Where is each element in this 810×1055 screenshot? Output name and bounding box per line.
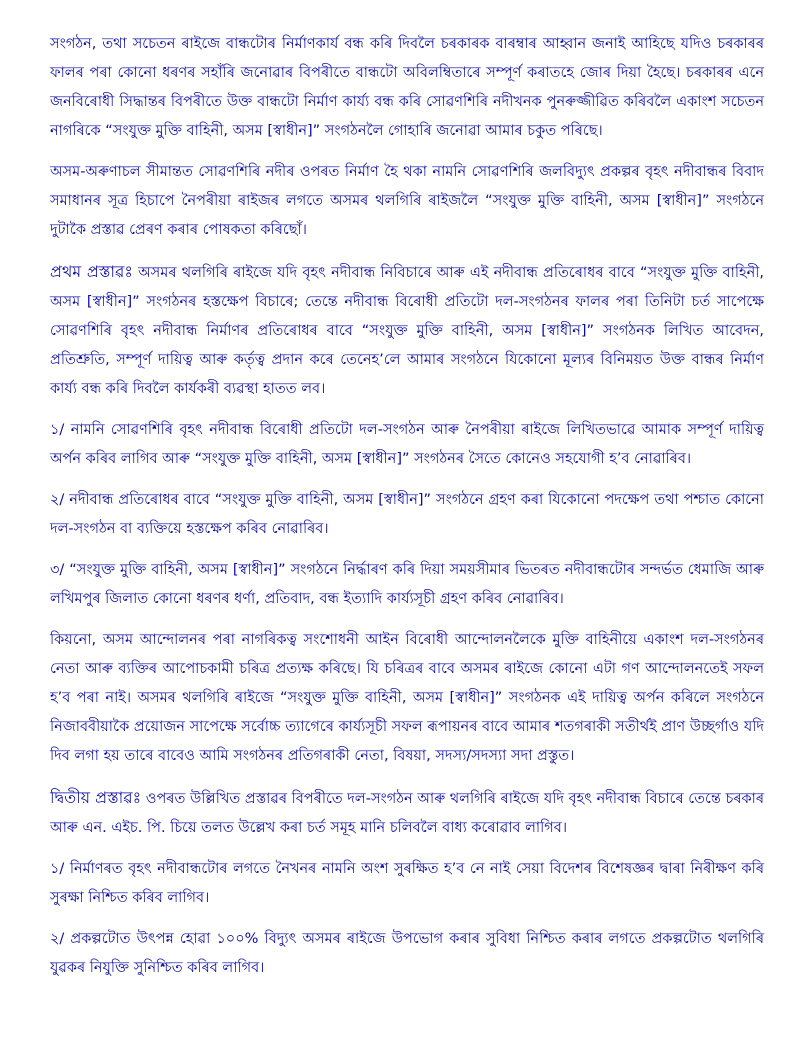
proposal-2-condition-1: ১/ নিৰ্মাণৰত বৃহৎ নদীবান্ধটোৰ লগতে নৈখনৰ নামনি অংশ সুৰক্ষিত হ’ব নে নাই সেয়া বিদেশৰ বিশেষজ্ঞৰ দ্বাৰা নিৰীক্ষণ কৰি সুৰক্ষা নিশ্চিত কৰিব লাগিব। [50, 861, 764, 906]
proposal-1-heading: প্ৰথম প্ৰস্তাৱঃ [50, 262, 133, 281]
proposal-2-heading: দ্বিতীয় প্ৰস্তাৱঃ [50, 788, 142, 807]
proposal-1-condition-3: ৩/ “সংযুক্ত মুক্তি বাহিনী, অসম [স্বাধীন]” সংগঠনে নিৰ্দ্ধাৰণ কৰি দিয়া সময়সীমাৰ ভিতৰত নদীবান্ধটোৰ সন্দৰ্ভত ধেমাজি আৰু লখিমপুৰ জিলাত কোনো ধৰণৰ ধৰ্ণা, প্ৰতিবাদ, বন্ধ ইত্যাদি কাৰ্য্যসূচী গ্ৰহণ কৰিব নোৱাৰিব। [50, 562, 764, 607]
proposal-2-paragraph [50, 783, 764, 843]
proposal-1-condition-1: ১/ নামনি সোৱণশিৰি বৃহৎ নদীবান্ধ বিৰোধী প্ৰতিটো দল-সংগঠন আৰু নৈপৰীয়া ৰাইজে লিখিতভাৱে আমাক সম্পূৰ্ণ দায়িত্ব অৰ্পন কৰিব লাগিব আৰু “সংযুক্ত মুক্তি বাহিনী, অসম [স্বাধীন]” সংগঠনৰ সৈতে কোনেও সহযোগী হ’ব নোৱাৰিব। [50, 422, 764, 467]
intro-paragraph-2: অসম-অৰুণাচল সীমান্তত সোৱণশিৰি নদীৰ ওপৰত নিৰ্মাণ হৈ থকা নামনি সোৱণশিৰি জলবিদ্যুৎ প্ৰকল্পৰ বৃহৎ নদীবান্ধৰ বিবাদ সমাধানৰ সূত্ৰ হিচাপে নৈপৰীয়া ৰাইজৰ লগতে অসমৰ থলগিৰি ৰাইজলৈ “সংযুক্ত মুক্তি বাহিনী, অসম [স্বাধীন]” সংগঠনে দুটাকৈ প্ৰস্তাৱ প্ৰেৰণ কৰাৰ পোষকতা কৰিছোঁ। [50, 164, 765, 238]
proposal-2-condition-2: ২/ প্ৰকল্পটোত উৎপন্ন হোৱা ১০০% বিদ্যুৎ অসমৰ ৰাইজে উপভোগ কৰাৰ সুবিধা নিশ্চিত কৰাৰ লগতে প্ৰকল্পটোত থলগিৰি যুৱকৰ নিযুক্তি সুনিশ্চিত কৰিব লাগিব। [50, 931, 764, 976]
proposal-1-paragraph [50, 257, 764, 404]
proposal-2-text: ওপৰত উল্লিখিত প্ৰস্তাৱৰ বিপৰীতে দল-সংগঠন আৰু থলগিৰি ৰাইজে যদি বৃহৎ নদীবান্ধ বিচাৰে তেন্তে চৰকাৰ আৰু এন. এইচ. পি. চিয়ে তলত উল্লেখ কৰা চৰ্ত সমূহ মানি চলিবলৈ বাধ্য কৰোৱাব লাগিব। [50, 791, 764, 836]
proposal-1-condition-2: ২/ নদীবান্ধ প্ৰতিৰোধৰ বাবে “সংযুক্ত মুক্তি বাহিনী, অসম [স্বাধীন]” সংগঠনে গ্ৰহণ কৰা যিকোনো পদক্ষেপ তথা পশ্চাত কোনো দল-সংগঠন বা ব্যক্তিয়ে হস্তক্ষেপ কৰিব নোৱাৰিব। [50, 492, 764, 537]
middle-paragraph: কিয়নো, অসম আন্দোলনৰ পৰা নাগৰিকত্ব সংশোধনী আইন বিৰোধী আন্দোলনলৈকে মুক্তি বাহিনীয়ে একাংশ দল-সংগঠনৰ নেতা আৰু ব্যক্তিৰ আপোচকামী চৰিত্ৰ প্ৰত্যক্ষ কৰিছে। যি চৰিত্ৰৰ বাবে অসমৰ ৰাইজে কোনো এটা গণ আন্দোলনতেই সফল হ’ব পৰা নাই। অসমৰ থলগিৰি ৰাইজে “সংযুক্ত মুক্তি বাহিনী, অসম [স্বাধীন]” সংগঠনক এই দায়িত্ব অৰ্পন কৰিলে সংগঠনে নিজাববীয়াকৈ প্ৰয়োজন সাপেক্ষে সৰ্বোচ্চ ত্যাগেৰে কাৰ্য্যসূচী সফল ৰূপায়নৰ বাবে আমাৰ শতগৰাকী সতীৰ্থই প্ৰাণ উচ্ছৰ্গাও যদি দিব লগা হয় তাৰে বাবেও আমি সংগঠনৰ প্ৰতিগৰাকী নেতা, বিষয়া, সদস্য/সদস্যা সদা প্ৰস্তুত। [50, 632, 764, 764]
proposal-1-text: অসমৰ থলগিৰি ৰাইজে যদি বৃহৎ নদীবান্ধ নিবিচাৰে আৰু এই নদীবান্ধ প্ৰতিৰোধৰ বাবে “সংযুক্ত মুক্তি বাহিনী, অসম [স্বাধীন]” সংগঠনৰ হস্তক্ষেপ বিচাৰে; তেন্তে নদীবান্ধ বিৰোধী প্ৰতিটো দল-সংগঠনৰ ফালৰ পৰা তিনিটা চৰ্ত সাপেক্ষে সোৱণশিৰি বৃহৎ নদীবান্ধ নিৰ্মাণৰ প্ৰতিৰোধৰ বাবে “সংযুক্ত মুক্তি বাহিনী, অসম [স্বাধীন]” সংগঠনক লিখিত আবেদন, প্ৰতিশ্ৰুতি, সম্পূৰ্ণ দায়িত্ব আৰু কৰ্তৃত্ব প্ৰদান কৰে তেনেহ’লে আমাৰ সংগঠনে যিকোনো মূল্যৰ বিনিময়ত উক্ত বান্ধৰ নিৰ্মাণ কাৰ্য্য বন্ধ কৰি দিবলৈ কাৰ্যকৰী ব্যৱস্থা হাতত লব। [50, 265, 764, 397]
intro-paragraph-1: সংগঠন, তথা সচেতন ৰাইজে বান্ধটোৰ নিৰ্মাণকাৰ্য বন্ধ কৰি দিবলৈ চৰকাৰক বাৰম্বাৰ আহ্বান জনাই আহিছে যদিও চৰকাৰৰ ফালৰ পৰা কোনো ধৰণৰ সহাঁৰি জনোৱাৰ বিপৰীতে বান্ধটো অবিলম্বিতাৰে সম্পূৰ্ণ কৰাতহে জোৰ দিয়া হৈছে। চৰকাৰৰ এনে জনবিৰোধী সিদ্ধান্তৰ বিপৰীতে উক্ত বান্ধটো নিৰ্মাণ কাৰ্য্য বন্ধ কৰি সোৱণশিৰি নদীখনক পুনৰুজ্জীৱিত কৰিবলৈ একাংশ সচেতন নাগৰিকে “সংযুক্ত মুক্তি বাহিনী, অসম [স্বাধীন]” সংগঠনলৈ গোহাৰি জনোৱা আমাৰ চকুত পৰিছে। [50, 36, 764, 139]
